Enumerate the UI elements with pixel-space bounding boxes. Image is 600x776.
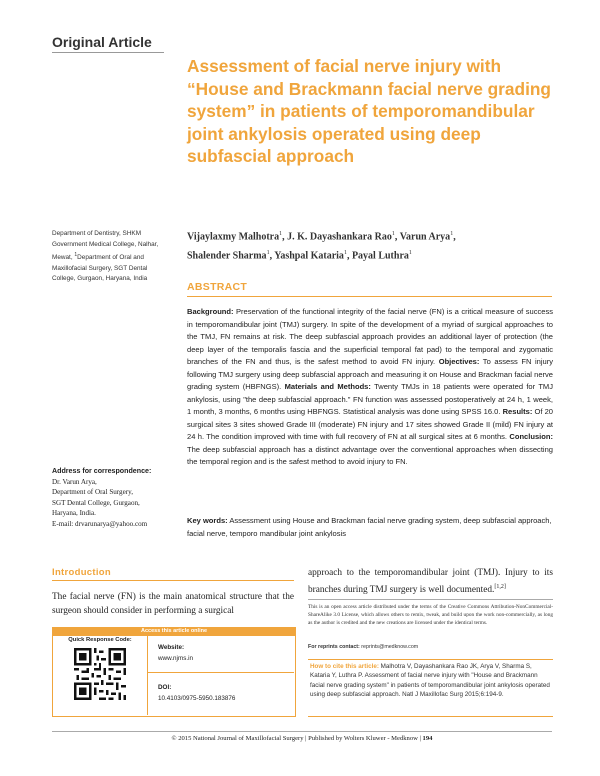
website-link[interactable]: www.njms.in: [158, 655, 193, 662]
section-label: Original Article: [52, 34, 152, 50]
keywords: [187, 515, 553, 540]
article-title: Assessment of facial nerve injury with “House and Brackmann facial nerve grading system” in patients of temporomandibular joint ankylosis operated using deep subfascial approach: [187, 56, 551, 166]
qr-code-icon[interactable]: [74, 648, 126, 700]
introduction-text: The facial nerve (FN) is the main anatomical structure that the surgeon should consider in performing a surgical: [52, 592, 294, 616]
abstract-text: Twenty TMJs in 18 patients were operated for TMJ ankylosis, using "the deep subfascial approach." FN function was assessed postoperatively at 24 h, 1 week, 1 month, 3 months, 6 months using HBFNGS. Statistical analysis was done using SPSS 16.0.: [187, 382, 553, 416]
cite-text: [310, 662, 552, 699]
qr-label: Quick Response Code:: [68, 637, 132, 643]
reprints-label: For reprints contact:: [308, 644, 360, 650]
body-text: approach to the temporomandibular joint (TMJ). Injury to its branches during TMJ surgery is well documented.: [308, 568, 553, 596]
correspondence-line: Dr. Varun Arya,: [52, 477, 97, 486]
author-name: Vijaylaxmy Malhotra: [187, 231, 280, 243]
reprints: [308, 643, 553, 651]
abstract-text: To assess FN injury following TMJ surgery using deep subfascial approach and measuring it on House and Brackman facial nerve grading system (HBFNGS).: [187, 357, 553, 391]
divider: [147, 636, 148, 715]
correspondence-line: Haryana, India.: [52, 509, 96, 518]
divider: [187, 296, 552, 297]
cite-body: Malhotra V, Dayashankara Rao JK, Arya V, Sharma S, Kataria Y, Luthra P. Assessment of facial nerve injury with "House and Brackmann facial nerve grading system" in patients of temporomandibular joint ankylosis operated using deep subfascial approach. Natl J Maxillofac Surg 2015;6:194-9.: [310, 663, 550, 698]
access-bar: Access this article online: [52, 627, 296, 636]
keywords-text: Assessment using House and Brackman facial nerve grading system, deep subfascial approach, facial nerve, temporo mandibular joint ankylosis: [187, 516, 552, 538]
author-sup: 1: [408, 250, 412, 257]
correspondence-line: SGT Dental College, Gurgaon,: [52, 498, 140, 507]
correspondence: [52, 466, 177, 530]
author-name: Payal Luthra: [351, 250, 409, 262]
divider: [52, 52, 164, 53]
affiliation-line: Department of Dentistry, SHKM Government Medical College, Nalhar, Mewat,: [52, 230, 159, 262]
doi-label: DOI:: [158, 684, 172, 691]
page-number: 194: [422, 735, 433, 742]
introduction-heading: Introduction: [52, 567, 112, 578]
abstract-label: Background:: [187, 307, 234, 316]
abstract-label: Objectives:: [438, 357, 480, 366]
author-name: Yashpal Kataria: [274, 250, 344, 262]
abstract-label: Materials and Methods:: [284, 382, 371, 391]
abstract-text: Of 20 surgical sites 3 sites showed Grade III (moderate) FN injury and 17 sites showed Grade II (mild) FN injury at 24 h. The condition improved with time with full recovery of FN at all surgical sites at 6 months.: [187, 407, 554, 441]
author-list: Vijaylaxmy Malhotra$^1$, J. K. Dayashankara Rao$^1$, Varun Arya$^1$, Shalender Sharma$^1$, Yashpal Kataria$^1$, Payal Luthra$^1$: [187, 231, 456, 262]
correspondence-email[interactable]: E-mail: drvarunarya@yahoo.com: [52, 519, 148, 528]
divider: [52, 580, 294, 581]
affiliation-sup: 1: [74, 252, 78, 258]
abstract-label: Results:: [502, 407, 533, 416]
website-label: Website:: [158, 644, 185, 651]
divider: [52, 731, 552, 732]
author-sup: 1: [450, 231, 454, 237]
affiliation: [52, 229, 167, 285]
author-name: Varun Arya: [399, 231, 451, 243]
abstract-text: The deep subfascial approach has a distinct advantage over the conventional approaches when dissecting the temporal region and is the safest method to avoid injury to FN.: [187, 444, 553, 466]
abstract-text: Preservation of the functional integrity of the facial nerve (FN) is a critical measure of success in temporomandibular joint (TMJ) surgery. In spite of the development of a myriad of surgical approaches to the TMJ, FN remains at risk. The deep subfascial approach provides an additional layer of protection (the deep layer of the temporalis fascia and the superficial temporal fat pad) to the temporal and zygomatic branches of the FN and thus, is the safest method to avoid FN injury.: [187, 307, 553, 366]
affiliation-line: Department of Oral and Maxillofacial Surgery, SGT Dental College, Gurgaon, Haryana, India: [52, 254, 148, 283]
divider: [308, 599, 553, 600]
footer-text: © 2015 National Journal of Maxillofacial Surgery | Published by Wolters Kluwer - Medknow |: [171, 735, 423, 742]
page-footer: [52, 735, 552, 742]
author-name: J. K. Dayashankara Rao: [287, 231, 392, 243]
body-text-column2: [308, 566, 553, 597]
doi-link[interactable]: 10.4103/0975-5950.183876: [158, 695, 236, 702]
abstract-label: Conclusion:: [509, 432, 553, 441]
author-sup: 1: [391, 231, 395, 237]
author-name: Shalender Sharma: [187, 250, 267, 262]
abstract-heading: ABSTRACT: [187, 281, 248, 293]
cite-label: How to cite this article:: [310, 663, 379, 670]
author-sup: 1: [279, 231, 283, 237]
citation-ref[interactable]: [1,2]: [494, 584, 506, 590]
author-sup: 1: [343, 250, 347, 257]
license-text: This is an open access article distributed under the terms of the Creative Commons Attribution-NonCommercial-ShareAlike 3.0 License, which allows others to remix, tweak, and build upon the work non-commercially, as long as the author is credited and the new creations are licensed under the identical terms.: [308, 604, 553, 627]
correspondence-heading: Address for correspondence:: [52, 467, 152, 475]
divider: [147, 672, 294, 673]
correspondence-line: Department of Oral Surgery,: [52, 488, 133, 497]
author-sup: 1: [266, 250, 270, 257]
keywords-label: Key words:: [187, 516, 228, 525]
reprints-email[interactable]: reprints@medknow.com: [359, 644, 419, 650]
abstract-body: [187, 306, 553, 469]
